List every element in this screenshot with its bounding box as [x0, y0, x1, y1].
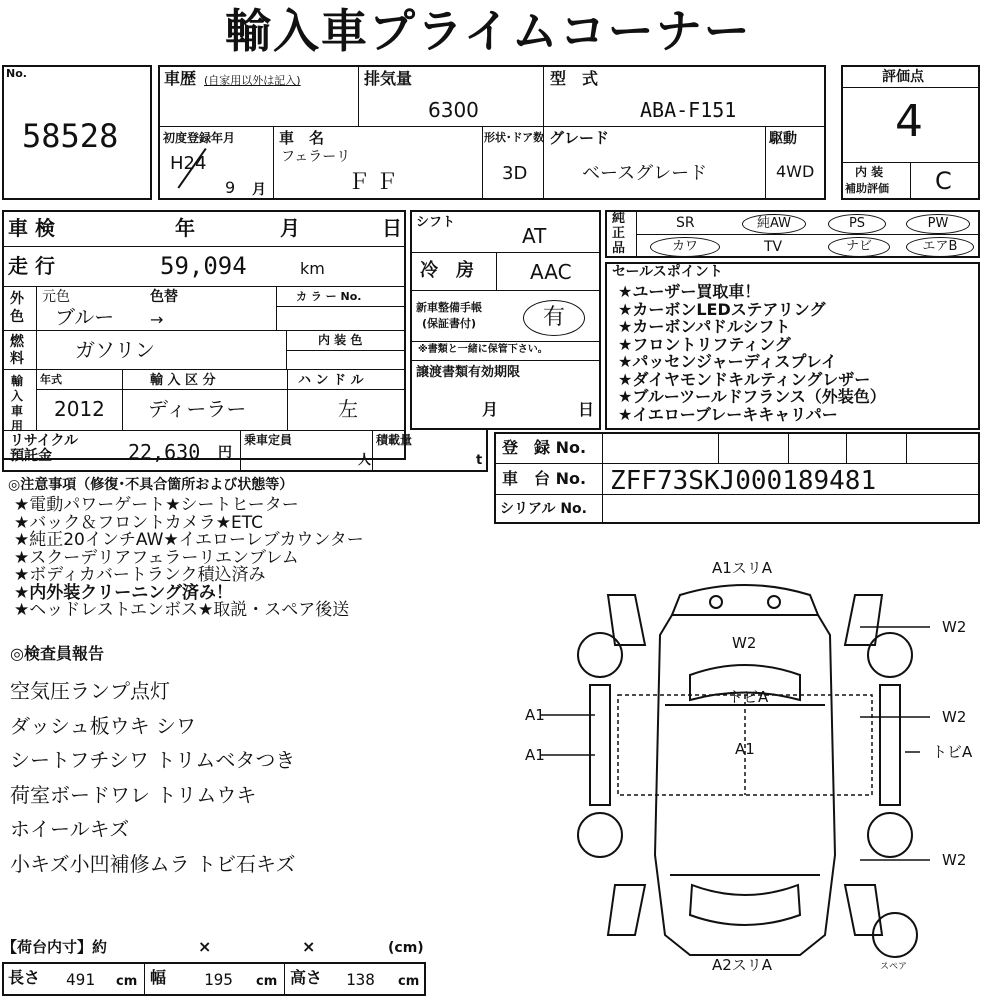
- sales-point: ★パッセンジャーディスプレイ: [618, 352, 837, 371]
- sales-point: ★カーボンパドルシフト: [618, 317, 791, 336]
- headlight-right: [768, 596, 780, 608]
- notes-label: ◎注意事項（修復･不具合箇所および状態等）: [8, 477, 294, 493]
- equip-airbag: エアB: [906, 237, 974, 257]
- equip-navi: ナビ: [828, 237, 890, 257]
- mileage-value: 59,094: [160, 252, 247, 280]
- sales-point: ★ダイヤモンドキルティングレザー: [618, 369, 871, 389]
- note-item: ★電動パワーゲート★シートヒーター: [14, 495, 299, 515]
- equip-pw: PW: [906, 214, 970, 234]
- grade-value: ベースグレード: [582, 163, 708, 184]
- service-book-note: ※書類と一緒に保管下さい。: [418, 344, 548, 355]
- fuel-label: 燃料: [10, 334, 24, 367]
- inspection-day: 日: [382, 216, 402, 240]
- score-value: 4: [895, 96, 923, 147]
- inspector-item: 空気圧ランプ点灯: [10, 679, 170, 703]
- load-label: 積載量: [376, 433, 413, 447]
- width-cm: cm: [256, 974, 278, 989]
- damage-left-front: A1: [525, 706, 545, 724]
- first-reg-year: H24: [170, 153, 207, 174]
- history-label: 車歴: [164, 69, 197, 88]
- damage-right-mid: W2: [942, 708, 967, 726]
- equip-leather: カワ: [650, 237, 720, 257]
- transfer-label: 譲渡書類有効期限: [416, 365, 521, 380]
- equip-ps: PS: [828, 214, 886, 234]
- model-label: 型 式: [550, 69, 599, 88]
- note-item: ★純正20インチAW★イエローレブカウンター: [14, 530, 364, 550]
- handle-value: 左: [338, 397, 358, 421]
- note-item: ★スクーデリアフェラーリエンブレム: [14, 547, 299, 568]
- height-value: 138: [346, 970, 375, 989]
- note-item: ★ヘッドレストエンボス★取説・スペア後送: [14, 600, 350, 620]
- mileage-unit: km: [300, 259, 325, 278]
- service-book-label: 新車整備手帳: [416, 301, 482, 314]
- drive-value: 4WD: [776, 162, 815, 181]
- exterior-orig-label: 元色: [42, 289, 70, 305]
- sales-point: ★カーボンLEDステアリング: [618, 299, 826, 319]
- recycle-unit: 円: [218, 445, 232, 461]
- transfer-day: 日: [578, 400, 595, 419]
- registration-label: 登 録 No.: [502, 438, 587, 457]
- import-label: 輸入車用: [11, 374, 24, 433]
- car-diagram: [500, 555, 990, 985]
- lot-no-label: No.: [6, 67, 27, 80]
- sales-point: ★ユーザー買取車！: [618, 282, 761, 301]
- interior-label: 内 装: [855, 165, 884, 179]
- sales-points-list: [618, 283, 886, 423]
- cargo-x1: ×: [198, 937, 212, 956]
- notes-list: [14, 497, 364, 620]
- exterior-label: 外色: [10, 291, 24, 325]
- cargo-label: 【荷台内寸】約: [2, 938, 108, 956]
- car-name-value: ＦＦ: [348, 170, 405, 195]
- inspector-list: [10, 674, 296, 881]
- headlight-left: [710, 596, 722, 608]
- load-unit: t: [476, 453, 483, 468]
- interior-sub-label: 補助評価: [845, 182, 889, 195]
- mileage-label: 走 行: [8, 254, 55, 278]
- lot-number: 58528: [22, 117, 119, 155]
- model-value: ABA-F151: [640, 98, 737, 122]
- damage-hood: W2: [732, 634, 757, 652]
- sales-points-label: セールスポイント: [612, 264, 723, 280]
- service-book-sub: (保証書付): [422, 317, 477, 330]
- import-year: 2012: [54, 397, 105, 421]
- import-type-label: 輸 入 区 分: [150, 373, 216, 388]
- sales-point: ★イエローブレーキキャリパー: [618, 404, 838, 424]
- damage-center: A1: [735, 740, 755, 758]
- sales-point: ★フロントリフティング: [618, 334, 791, 354]
- capacity-label: 乗車定員: [244, 433, 293, 447]
- car-front-bumper: [672, 585, 818, 615]
- wheel-front-left: [578, 633, 622, 677]
- serial-label: シリアル No.: [500, 501, 587, 517]
- import-type: ディーラー: [148, 397, 247, 421]
- doors-value: 3D: [502, 163, 528, 184]
- cargo-x2: ×: [302, 937, 316, 956]
- drive-label: 駆動: [769, 131, 797, 147]
- shift-label: シフト: [416, 215, 456, 230]
- doors-label: 形状･ドア数: [484, 131, 545, 144]
- exterior-arrow: →: [150, 310, 164, 329]
- damage-left-rear: A1: [525, 746, 545, 764]
- wheel-rear-left: [578, 813, 622, 857]
- rear-window: [690, 885, 800, 925]
- interior-score: C: [935, 167, 952, 195]
- grade-label: グレード: [549, 129, 610, 147]
- service-book-value: 有: [523, 300, 585, 336]
- equip-tv: TV: [764, 239, 783, 255]
- width-label: 幅: [150, 968, 167, 987]
- wheel-rear-right: [868, 813, 912, 857]
- note-item: ★ボディカバートランク積込済み: [14, 565, 266, 585]
- right-door: [880, 685, 900, 805]
- displacement-value: 6300: [428, 98, 479, 122]
- length-cm: cm: [116, 974, 138, 989]
- first-reg-label: 初度登録年月: [163, 131, 236, 145]
- note-item: ★バック＆フロントカメラ★ETC: [14, 512, 263, 533]
- inspector-item: 荷室ボードワレ トリムウキ: [10, 782, 257, 807]
- fuel-value: ガソリン: [75, 338, 155, 362]
- shift-value: AT: [522, 224, 547, 248]
- page-title: 輸入車プライムコーナー: [225, 4, 752, 58]
- ac-value: AAC: [530, 260, 572, 284]
- height-label: 高さ: [290, 968, 323, 987]
- recycle-label: リサイクル: [10, 433, 79, 449]
- damage-front: A1スリA: [712, 559, 773, 577]
- length-label: 長さ: [8, 968, 41, 987]
- damage-right-rear: W2: [942, 851, 967, 869]
- first-reg-month: 9: [225, 178, 236, 197]
- equip-sr: SR: [676, 215, 695, 231]
- displacement-label: 排気量: [364, 69, 413, 88]
- color-no-label: カ ラ ー No.: [296, 290, 362, 303]
- wheel-front-right: [868, 633, 912, 677]
- equipment-label: 純正品: [612, 211, 626, 256]
- equip-genuine-aw: 純AW: [742, 214, 806, 234]
- inspection-month: 月: [280, 216, 300, 240]
- transfer-month: 月: [482, 400, 499, 419]
- car-name-label: 車 名: [279, 129, 325, 147]
- chassis-label: 車 台 No.: [502, 469, 587, 488]
- handle-label: ハ ン ド ル: [298, 373, 364, 388]
- ac-label: 冷 房: [420, 260, 474, 281]
- interior-color-label: 内 装 色: [318, 333, 363, 347]
- width-value: 195: [204, 970, 233, 989]
- inspector-label: ◎検査員報告: [10, 644, 104, 663]
- car-maker: フェラーリ: [281, 149, 351, 165]
- damage-right-side: トビA: [932, 743, 973, 761]
- length-value: 491: [66, 970, 95, 989]
- damage-rear: A2スリA: [712, 956, 773, 974]
- capacity-unit: 人: [358, 453, 372, 468]
- chassis-number: ZFF73SKJ000189481: [610, 466, 877, 496]
- damage-roof-mark: トビA: [728, 688, 769, 706]
- score-label: 評価点: [882, 69, 924, 85]
- history-sub: (自家用以外は記入): [204, 74, 301, 87]
- inspection-label: 車 検: [8, 216, 55, 240]
- inspector-item: 小キズ小凹補修ムラ トビ石キズ: [10, 851, 296, 876]
- cargo-unit: (cm): [388, 940, 424, 956]
- exterior-change-label: 色替: [150, 289, 178, 305]
- inspector-item: シートフチシワ トリムベタつき: [10, 748, 296, 772]
- damage-right-front: W2: [942, 618, 967, 636]
- right-rear-fender: [845, 885, 882, 935]
- import-year-label: 年式: [40, 373, 62, 386]
- recycle-sub-label: 預託金: [10, 448, 52, 464]
- left-rear-fender: [608, 885, 645, 935]
- first-reg-month-unit: 月: [252, 182, 266, 198]
- left-door: [590, 685, 610, 805]
- inspection-year: 年: [175, 216, 195, 240]
- sales-point: ★ブルーツールドフランス（外装色）: [618, 387, 886, 406]
- spare-label: スペア: [880, 962, 908, 972]
- recycle-value: 22,630: [128, 440, 201, 464]
- height-cm: cm: [398, 974, 420, 989]
- inspector-item: ダッシュ板ウキ シワ: [10, 713, 196, 738]
- exterior-value: ブルー: [55, 305, 115, 329]
- note-item: ★内外装クリーニング済み！: [14, 582, 233, 603]
- inspector-item: ホイールキズ: [10, 817, 130, 841]
